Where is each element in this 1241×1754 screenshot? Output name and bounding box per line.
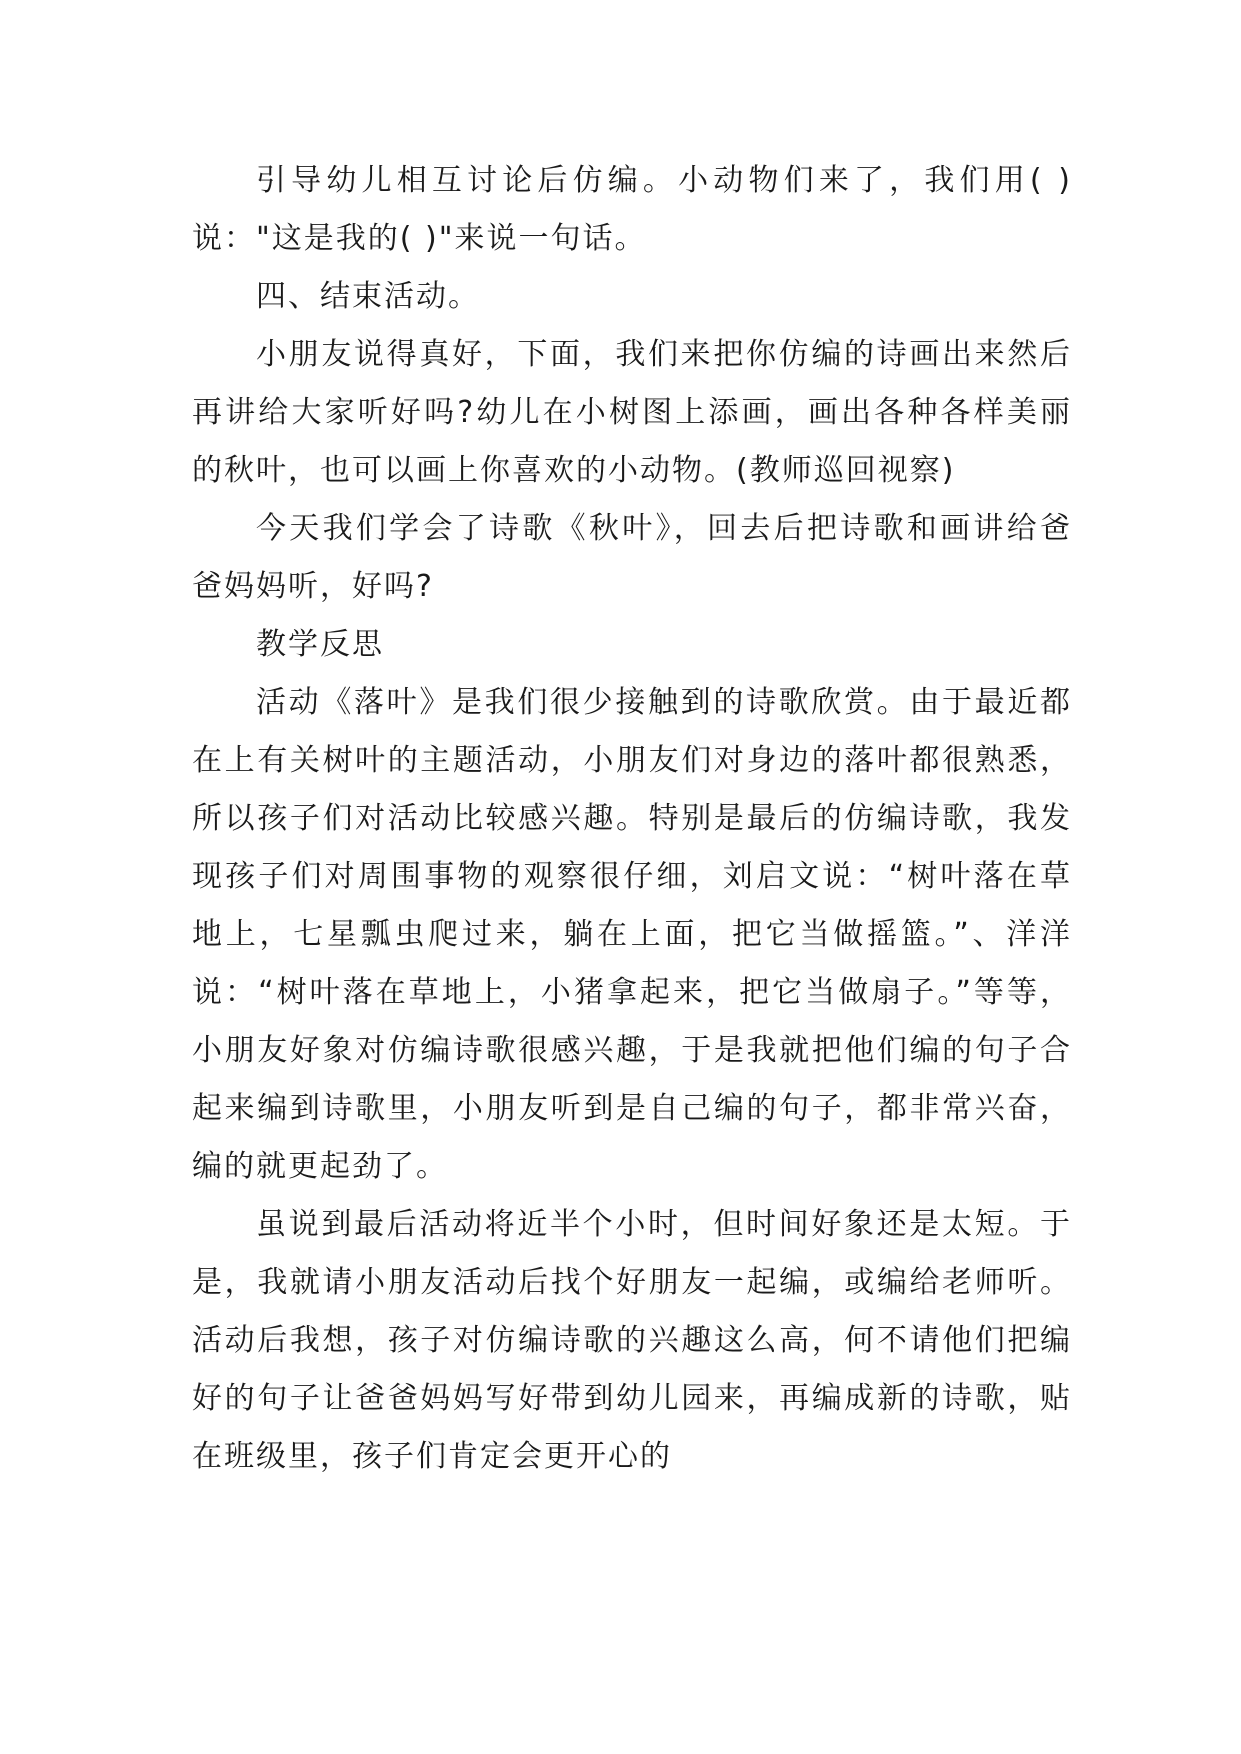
paragraph-imitation-prompt: 引导幼儿相互讨论后仿编。小动物们来了，我们用( )说："这是我的( )"来说一句话。 xyxy=(192,163,1072,256)
paragraph-reflection-2: 虽说到最后活动将近半个小时，但时间好象还是太短。于是，我就请小朋友活动后找个好朋友一起编，或编给老师听。活动后我想，孩子对仿编诗歌的兴趣这么高，何不请他们把编好的句子让爸爸妈妈写好带到幼儿园来，再编成新的诗歌，贴在班级里，孩子们肯定会更开心的 xyxy=(192,1207,1072,1474)
document-body xyxy=(192,152,1072,1486)
section-heading-teaching-reflection: 教学反思 xyxy=(256,627,384,662)
paragraph-reflection-1: 活动《落叶》是我们很少接触到的诗歌欣赏。由于最近都在上有关树叶的主题活动，小朋友们对身边的落叶都很熟悉，所以孩子们对活动比较感兴趣。特别是最后的仿编诗歌，我发现孩子们对周围事物的观察很仔细，刘启文说：“树叶落在草地上，七星瓢虫爬过来，躺在上面，把它当做摇篮。”、洋洋说：“树叶落在草地上，小猪拿起来，把它当做扇子。”等等，小朋友好象对仿编诗歌很感兴趣，于是我就把他们编的句子合起来编到诗歌里，小朋友听到是自己编的句子，都非常兴奋，编的就更起劲了。 xyxy=(192,685,1072,1184)
section-heading-end-activity: 四、结束活动。 xyxy=(256,279,480,314)
paragraph-drawing-activity: 小朋友说得真好，下面，我们来把你仿编的诗画出来然后再讲给大家听好吗?幼儿在小树图上添画，画出各种各样美丽的秋叶，也可以画上你喜欢的小动物。(教师巡回视察) xyxy=(192,337,1072,488)
paragraph-closing-remark: 今天我们学会了诗歌《秋叶》，回去后把诗歌和画讲给爸爸妈妈听，好吗? xyxy=(192,511,1072,604)
